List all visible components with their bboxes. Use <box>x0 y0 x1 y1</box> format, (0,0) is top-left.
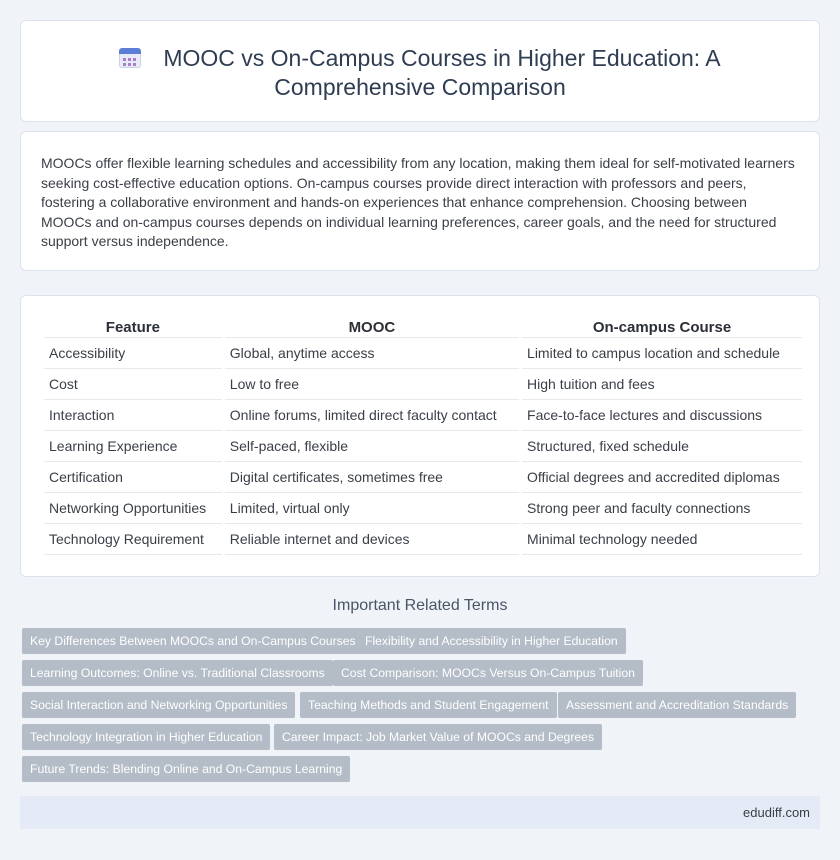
intro-card <box>20 131 820 271</box>
table-row <box>44 493 802 524</box>
cell-on-campus: Structured, fixed schedule <box>522 431 802 462</box>
related-term-tag[interactable]: Teaching Methods and Student Engagement <box>300 692 557 718</box>
cell-feature: Technology Requirement <box>44 524 222 555</box>
cell-feature: Learning Experience <box>44 431 222 462</box>
related-term-tag[interactable]: Flexibility and Accessibility in Higher Education <box>357 628 626 654</box>
comparison-table <box>41 314 805 555</box>
cell-feature: Cost <box>44 369 222 400</box>
cell-mooc: Limited, virtual only <box>225 493 519 524</box>
header-mooc: MOOC <box>225 314 519 338</box>
cell-on-campus: Minimal technology needed <box>522 524 802 555</box>
header-feature: Feature <box>44 314 222 338</box>
table-row <box>44 400 802 431</box>
title-card <box>20 20 820 122</box>
header-on-campus: On-campus Course <box>522 314 802 338</box>
cell-feature: Certification <box>44 462 222 493</box>
title-wrap <box>21 44 819 102</box>
cell-mooc: Global, anytime access <box>225 338 519 369</box>
calendar-icon <box>119 48 141 68</box>
cell-on-campus: Limited to campus location and schedule <box>522 338 802 369</box>
table-row <box>44 431 802 462</box>
table-row <box>44 462 802 493</box>
cell-on-campus: High tuition and fees <box>522 369 802 400</box>
page-title <box>21 44 819 102</box>
cell-mooc: Reliable internet and devices <box>225 524 519 555</box>
table-header-row <box>44 314 802 338</box>
table-row <box>44 369 802 400</box>
related-terms-title: Important Related Terms <box>332 597 508 614</box>
cell-mooc: Self-paced, flexible <box>225 431 519 462</box>
cell-mooc: Low to free <box>225 369 519 400</box>
related-term-tag[interactable]: Social Interaction and Networking Opportunities <box>22 692 295 718</box>
table-row <box>44 524 802 555</box>
cell-feature: Interaction <box>44 400 222 431</box>
cell-feature: Accessibility <box>44 338 222 369</box>
cell-on-campus: Face-to-face lectures and discussions <box>522 400 802 431</box>
cell-on-campus: Strong peer and faculty connections <box>522 493 802 524</box>
cell-mooc: Digital certificates, sometimes free <box>225 462 519 493</box>
intro-paragraph: MOOCs offer flexible learning schedules and accessibility from any location, making them ideal for self-motivated learners seeking cost-effective education options. On-campus courses provide direct interaction with professors and peers, fostering a collaborative environment and hands-on experiences that enhance comprehension. Choosing between MOOCs and on-campus courses depends on individual learning preferences, career goals, and the need for structured support versus independence. <box>41 155 795 250</box>
footer-site-link[interactable]: edudiff.com <box>743 805 810 820</box>
title-line-2: Comprehensive Comparison <box>274 74 566 100</box>
related-term-tag[interactable]: Assessment and Accreditation Standards <box>558 692 796 718</box>
comparison-table-card <box>20 295 820 577</box>
footer <box>20 796 820 829</box>
title-line-1: MOOC vs On-Campus Courses in Higher Education: A <box>163 45 721 71</box>
related-term-tag[interactable]: Key Differences Between MOOCs and On-Campus Courses <box>22 628 364 654</box>
related-term-tag[interactable]: Career Impact: Job Market Value of MOOCs and Degrees <box>274 724 602 750</box>
related-term-tag[interactable]: Cost Comparison: MOOCs Versus On-Campus Tuition <box>333 660 643 686</box>
table-row <box>44 338 802 369</box>
related-term-tag[interactable]: Future Trends: Blending Online and On-Campus Learning <box>22 756 350 782</box>
related-term-tag[interactable]: Technology Integration in Higher Education <box>22 724 270 750</box>
cell-on-campus: Official degrees and accredited diplomas <box>522 462 802 493</box>
cell-feature: Networking Opportunities <box>44 493 222 524</box>
related-term-tag[interactable]: Learning Outcomes: Online vs. Traditional Classrooms <box>22 660 333 686</box>
cell-mooc: Online forums, limited direct faculty contact <box>225 400 519 431</box>
